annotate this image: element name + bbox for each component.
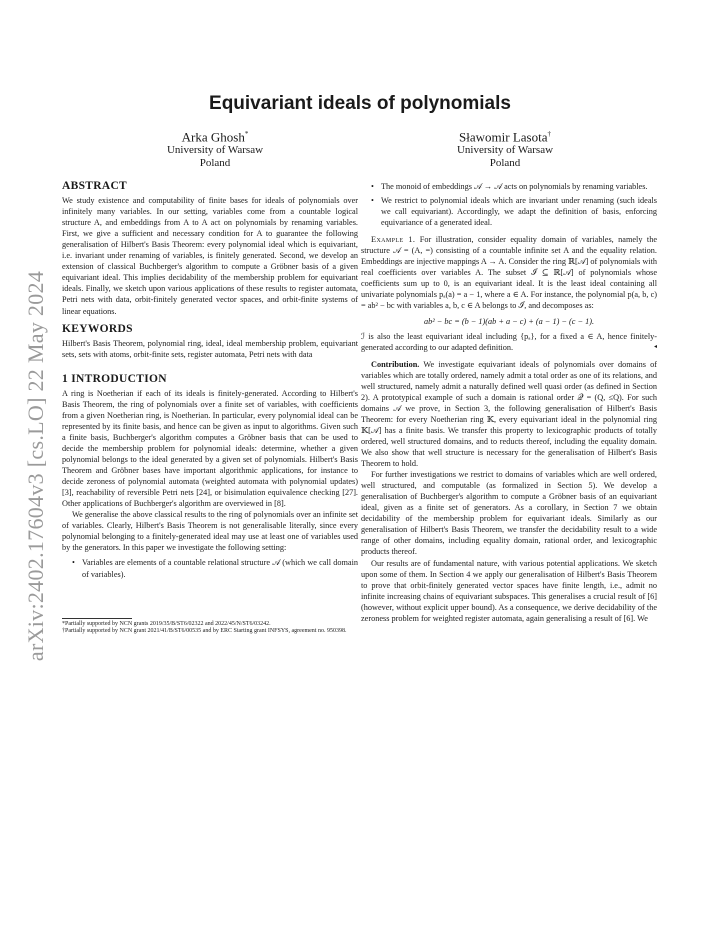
- results-paragraph: Our results are of fundamental nature, with various potential applications. We sketch upon some of them. In Section 4 we apply our generalisation of Hilbert's Basis Theorem to prove that orbit-finitely generated vector spaces have finite length, i.e., admit no infinite increasing chains of equivariant subspaces. This generalises a crucial result of [6] (however, without explicit upper bound). As a consequence, we derive decidability of the zeroness problem for weighted register automata, again generalising a result of [6]. We: [361, 558, 657, 623]
- setting-list-continued: [361, 181, 657, 228]
- left-column: [62, 181, 358, 636]
- abstract-text: We study existence and computability of finite bases for ideals of polynomials over infinitely many variables. In our setting, variables come from a countable logical structure A, and embeddings from A to A act on polynomials by renaming variables. First, we give a sufficient and necessary condition for A to guarantee the following generalisation of Hilbert's Basis Theorem: every polynomial ideal which is equivariant, i.e. invariant under renaming of variables, is finitely generated. Second, we develop an extension of classical Buchberger's algorithm to compute a Gröbner basis of a given equivariant ideal. This implies decidability of the membership problem for equivariant ideals. Finally, we sketch upon various applications of these results to register automata, Petri nets with data, orbit-finitely generated vector spaces, and orbit-finite systems of linear equations.: [62, 196, 358, 316]
- contribution-label: Contribution.: [371, 359, 420, 369]
- author-country: Poland: [199, 157, 231, 170]
- author-name: Arka Ghosh*: [181, 129, 249, 145]
- footnotes: [62, 621, 358, 636]
- arxiv-stamp: [6, 0, 66, 932]
- keywords-text: Hilbert's Basis Theorem, polynomial ring, ideal, ideal membership problem, equivariant sets, sets with atoms, orbit-finite sets, register automata, Petri nets with data: [62, 338, 358, 359]
- footnote-1: *Partially supported by NCN grants 2019/35/B/ST6/02322 and 2022/45/N/ST6/03242.: [62, 620, 271, 627]
- example-label: Example 1.: [371, 235, 416, 245]
- end-of-example-marker: ◂: [653, 343, 657, 350]
- author-block-2: [385, 128, 625, 171]
- footnote-2: †Partially supported by NCN grant 2021/41/B/ST6/00535 and by ERC Starting grant INFSYS, agreement no. 950398.: [62, 628, 347, 635]
- keywords-heading: KEYWORDS: [62, 322, 133, 335]
- intro-paragraph-1: A ring is Noetherian if each of its ideals is finitely-generated. According to Hilbert's Basis Theorem, the ring of polynomials over a finite set of variables, with coefficients from a given Noetherian ring, is Noetherian. In particular, every polynomial ideal can be represented by its finite basis, and hence can be given as input to algorithms. Given such a finite basis, Buchberger's algorithm computes a Gröbner basis that can be used to decide the membership problem for polynomial ideals: determine, whether a given polynomial belongs to the ideal generated by a given set of polynomials. Hilbert's Basis Theorem and Gröbner bases have important algorithmic applications, for instance to decide zeroness of polynomial automata (weighted automata with polynomial updates) [3], reachability of reversible Petri nets [24], or bisimulation equivalence checking [27]. Other applications of Buchberger's algorithm are overviewed in [8].: [62, 388, 358, 509]
- arxiv-stamp-text: arXiv:2402.17604v3 [cs.LO] 22 May 2024: [23, 270, 48, 662]
- intro-heading: 1 INTRODUCTION: [62, 372, 167, 385]
- example-1: [361, 234, 657, 311]
- author-block-1: [95, 128, 335, 171]
- setting-bullet-2: • The monoid of embeddings 𝒜 → 𝒜 acts on polynomials by renaming variables.: [381, 181, 657, 192]
- example-conclusion: ℐ is also the least equivariant ideal including {pₐ}, for a fixed a ∈ A, hence finitely-generated according to our adapted definition. ◂: [361, 331, 657, 352]
- paper-title: Equivariant ideals of polynomials: [209, 93, 511, 114]
- setting-bullet-3: • We restrict to polynomial ideals which are invariant under renaming (such ideals we call equivariant). Accordingly, we adapt the definition of basis, enforcing equivariance of a generated ideal.: [381, 195, 657, 228]
- footnote-rule: [62, 618, 132, 619]
- author-country: Poland: [489, 157, 521, 170]
- author-affiliation: University of Warsaw: [456, 143, 554, 156]
- right-column: [361, 181, 657, 624]
- author-name: Sławomir Lasota†: [459, 129, 551, 145]
- abstract-heading: ABSTRACT: [62, 180, 128, 192]
- setting-list: [62, 557, 358, 579]
- author-affiliation: University of Warsaw: [166, 143, 264, 156]
- example-equation: ab² − bc = (b − 1)(ab + a − c) + (a − 1) − (c − 1).: [423, 316, 595, 326]
- contribution-paragraph: Contribution. We investigate equivariant ideals of polynomials over domains of variables which are totally ordered, namely admit a total order as one of its relations, and well structured, namely admit a naturally defined well quasi order (as defined in Section 2). A prototypical example of such a domain is rational order 𝒬 = (Q, ≤Q). For such domains 𝒜 we prove, in Section 3, the following generalisation of Hilbert's Basis Theorem: for every Noetherian ring 𝕂, every equivariant ideal in the polynomial ring 𝕂[𝒜] has a finite basis. We transfer this property to lexicographic products of totally ordered, well structured domains, and to reducts thereof, including the equality domain. We also show that well structure is necessary for the generalisation of Hilbert's Basis Theorem to hold.: [361, 359, 657, 469]
- further-paragraph: For further investigations we restrict to domains of variables which are well ordered, well structured, and computable (as formalized in Section 5). We develop a generalisation of Buchberger's algorithm to compute a Gröbner basis of an equivariant ideal, given as a finite set of generators. As a corollary, in Section 7 we obtain decidability of the membership problem for equivariant ideals. Similarly as our generalisation of Hilbert's Basis Theorem, we transfer the decidability result to a wide range of other domains, including equality domain, rational order, and lexicographic products thereof.: [361, 470, 657, 557]
- setting-bullet-1: • Variables are elements of a countable relational structure 𝒜 (which we call domain of variables).: [82, 557, 358, 579]
- intro-paragraph-2: We generalise the above classical results to the ring of polynomials over an infinite set of variables. Clearly, Hilbert's Basis Theorem is not generalisable literally, since every polynomial belonging to a finitely-generated ideal may use at least one of variables used by the generators. In this paper we investigate the following setting:: [62, 510, 358, 553]
- example-text: For illustration, consider equality domain of variables, namely the structure 𝒜 = (A, =) consisting of a countable infinite set A and the equality relation. Embeddings are injective mappings A → A. Consider the ring ℝ[𝒜] of polynomials with real coefficients over variables A. The subset ℐ ⊆ ℝ[𝒜] of polynomials whose coefficients sum up to 0, is an equivariant ideal. It is the least ideal containing all univariate polynomials pₐ(a) = a − 1, where a ∈ A. For instance, the polynomial p(a, b, c) = ab² − bc with variables a, b, c ∈ A belongs to ℐ, and decomposes as:: [361, 235, 657, 311]
